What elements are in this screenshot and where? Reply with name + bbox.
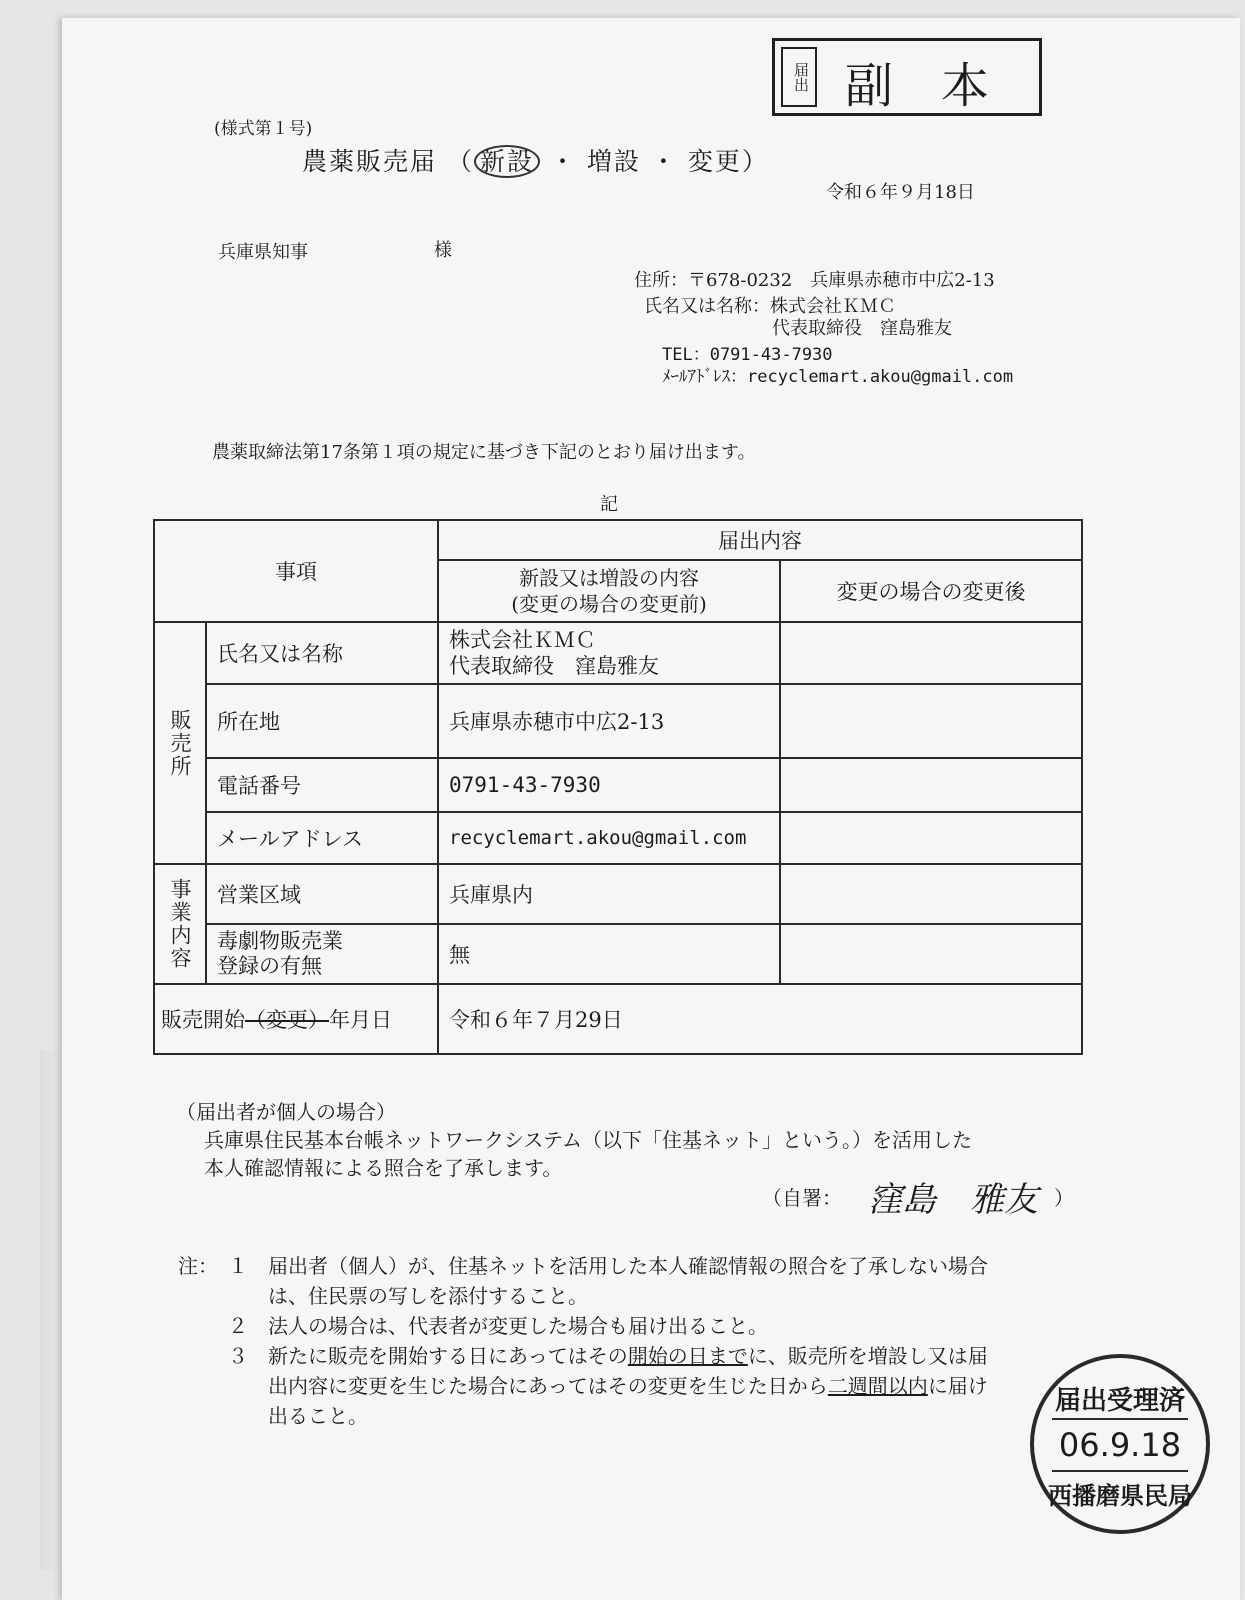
header-content: 届出内容 <box>438 520 1082 560</box>
title-open-paren: （ <box>446 147 474 176</box>
note3-number: ３ <box>228 1344 248 1368</box>
header-item: 事項 <box>154 520 438 622</box>
copy-stamp-main-label: 副本 <box>845 58 1038 114</box>
notes-label: 注： <box>178 1254 218 1278</box>
row-value-name-line2: 代表取締役 窪島雅友 <box>449 654 659 678</box>
handwritten-signature: 窪島 雅友 <box>868 1180 1038 1220</box>
row-value-email: recyclemart.akou@gmail.com <box>438 812 780 864</box>
header-new-line1: 新設又は増設の内容 <box>519 566 699 590</box>
note2-line1: 法人の場合は、代表者が変更した場合も届け出ること。 <box>268 1314 768 1338</box>
header-new <box>438 560 780 622</box>
start-label-b: 年月日 <box>329 1008 392 1032</box>
row-label-poison-line2: 登録の有無 <box>217 954 322 978</box>
received-stamp-date: 06.9.18 <box>1058 1426 1182 1464</box>
row-label-poison-line1: 毒劇物販売業 <box>217 929 343 953</box>
applicant-representative: 代表取締役 窪島雅友 <box>772 318 952 339</box>
row-value-name <box>438 622 780 684</box>
row-label-name: 氏名又は名称 <box>206 622 438 684</box>
row-value-start: 令和６年７月29日 <box>438 984 1082 1054</box>
row-after-phone <box>780 758 1082 812</box>
note3-underline-1: 開始の日まで <box>627 1344 748 1368</box>
row-after-address <box>780 684 1082 758</box>
group-business: 事業内容 <box>154 864 206 984</box>
sign-open: （自署： <box>762 1186 842 1210</box>
notification-table <box>153 519 1083 1055</box>
start-label-a: 販売開始 <box>161 1008 245 1032</box>
note3-part-a: 新たに販売を開始する日にあってはその <box>268 1344 628 1368</box>
note3-underline-2: 二週間以内 <box>827 1374 928 1398</box>
copy-stamp-side-label: 届出 <box>781 47 817 107</box>
title-sep-1: ・ <box>549 147 577 176</box>
note3-part-b: に、販売所を増設し又は届 <box>747 1344 988 1368</box>
applicant-email: ﾒｰﾙｱﾄﾞﾚｽ：recyclemart.akou@gmail.com <box>662 367 1014 387</box>
row-label-email: メールアドレス <box>206 812 438 864</box>
received-stamp-divider-bottom <box>1052 1470 1188 1472</box>
note3-line1 <box>268 1340 988 1369</box>
received-stamp-office: 西播磨県民局 <box>1048 1481 1192 1510</box>
title-sep-2: ・ <box>650 147 678 176</box>
row-value-address: 兵庫県赤穂市中広2-13 <box>438 684 780 758</box>
ki-label: 記 <box>600 494 618 515</box>
row-after-area <box>780 864 1082 924</box>
submission-date: 令和６年９月18日 <box>826 182 975 203</box>
header-new-line2: (変更の場合の変更前) <box>511 592 707 616</box>
row-after-poison <box>780 924 1082 984</box>
row-value-phone: 0791-43-7930 <box>438 758 780 812</box>
row-value-area: 兵庫県内 <box>438 864 780 924</box>
note3-line2 <box>268 1370 988 1399</box>
row-label-address: 所在地 <box>206 684 438 758</box>
note3-part-d: に届け <box>927 1374 988 1398</box>
title-text: 農薬販売届 <box>302 147 438 176</box>
title-option-new: 新設 <box>474 145 540 178</box>
row-value-name-line1: 株式会社ＫＭＣ <box>449 628 596 652</box>
received-stamp-divider-top <box>1052 1418 1188 1420</box>
header-after: 変更の場合の変更後 <box>780 560 1082 622</box>
addressee: 兵庫県知事 <box>218 242 308 263</box>
honorific: 様 <box>434 240 452 261</box>
title-option-change: 変更 <box>687 147 742 176</box>
start-label-struck: （変更） <box>245 1008 329 1032</box>
row-label-phone: 電話番号 <box>206 758 438 812</box>
row-after-email <box>780 812 1082 864</box>
form-title <box>302 142 769 178</box>
note1-line1: 届出者（個人）が、住基ネットを活用した本人確認情報の照合を了承しない場合 <box>268 1254 988 1278</box>
individual-line2: 本人確認情報による照合を了承します。 <box>204 1156 563 1180</box>
row-after-name <box>780 622 1082 684</box>
form-number: (様式第１号) <box>214 119 313 139</box>
note3-line3: 出ること。 <box>268 1404 368 1428</box>
copy-stamp <box>772 38 1042 116</box>
statement: 農薬取締法第17条第１項の規定に基づき下記のとおり届け出ます。 <box>212 442 756 463</box>
applicant-tel: TEL：0791-43-7930 <box>662 345 833 365</box>
row-value-poison: 無 <box>438 924 780 984</box>
title-option-expand: 増設 <box>586 147 641 176</box>
applicant-name: 氏名又は名称：株式会社ＫＭＣ <box>644 296 896 317</box>
note1-number: １ <box>228 1254 248 1278</box>
row-label-start <box>154 984 438 1054</box>
note2-number: ２ <box>228 1314 248 1338</box>
note3-part-c: 出内容に変更を生じた場合にあってはその変更を生じた日から <box>268 1374 828 1398</box>
row-label-area: 営業区域 <box>206 864 438 924</box>
received-stamp <box>1030 1354 1210 1534</box>
applicant-address: 住所：〒678-0232 兵庫県赤穂市中広2-13 <box>634 270 995 291</box>
sign-close: ） <box>1054 1186 1074 1210</box>
title-close-paren: ） <box>741 147 769 176</box>
group-shop: 販売所 <box>154 622 206 864</box>
note1-line2: は、住民票の写しを添付すること。 <box>268 1284 588 1308</box>
row-label-poison <box>206 924 438 984</box>
individual-line1: 兵庫県住民基本台帳ネットワークシステム（以下「住基ネット」という。）を活用した <box>204 1128 972 1152</box>
received-stamp-label: 届出受理済 <box>1054 1386 1185 1416</box>
individual-heading: （届出者が個人の場合） <box>176 1100 396 1124</box>
